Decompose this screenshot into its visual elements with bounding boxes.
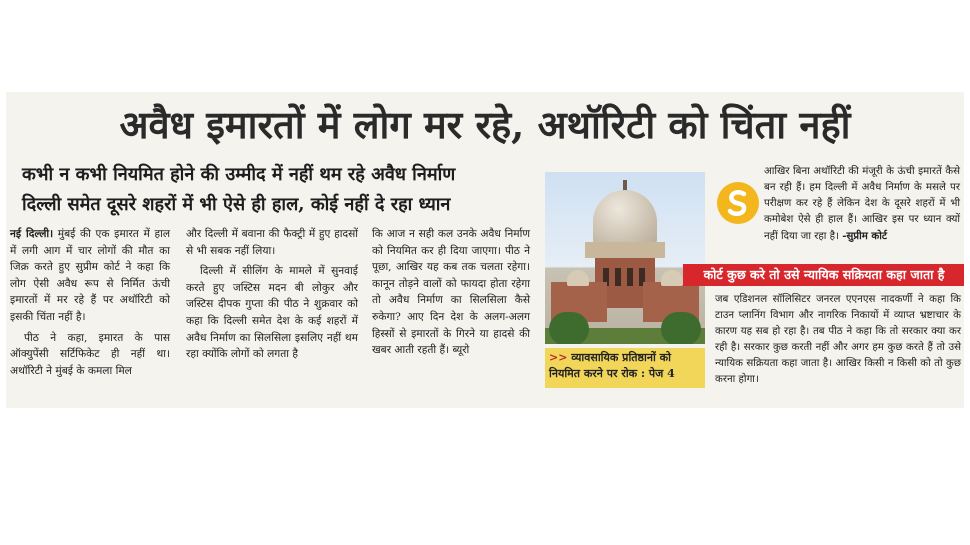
column-2-paragraph-1: और दिल्ली में बवाना की फैक्ट्री में हुए हादसों से भी सबक नहीं लिया। bbox=[186, 228, 358, 257]
dateline: नई दिल्ली। bbox=[10, 228, 54, 240]
column-2-paragraph-2: दिल्ली में सीलिंग के मामले में सुनवाई करते हुए जस्टिस मदन बी लोकुर और जस्टिस दीपक गुप्ता की पीठ ने शुक्रवार को कहा कि दिल्ली समेत देश के कई शहरों में अवैध निर्माण का सिलसिला इसलिए नहीं थम रहा क्योंकि लोगों को लगता है bbox=[186, 265, 358, 361]
subheadline-line-2: दिल्ली समेत दूसरे शहरों में भी ऐसे ही हाल, कोई नहीं दे रहा ध्यान bbox=[22, 194, 451, 215]
byline: ब्यूरो bbox=[452, 344, 470, 357]
quote-attribution: -सुप्रीम कोर्ट bbox=[842, 230, 887, 242]
headline: अवैध इमारतों में लोग मर रहे, अथॉरिटी को चिंता नहीं bbox=[119, 102, 851, 147]
quote-text: आखिर बिना अथॉरिटी की मंजूरी के ऊंची इमारतें कैसे बन रही हैं। हम दिल्ली में अवैध निर्माण के मसले पर परीक्षण कर रहे हैं लेकिन देश के दूसरे शहरों में भी कमोबेश ऐसे ही हाल हैं। आखिर इस पर ध्यान क्यों नहीं दिया जा रहा है। bbox=[764, 166, 960, 242]
article-column-1 bbox=[10, 226, 170, 379]
column-1-paragraph-2: पीठ ने कहा, इमारत के पास ऑक्युपेंसी सर्टिफिकेट ही नहीं था। अथॉरिटी ने मुंबई के कमला मिल bbox=[10, 331, 170, 377]
red-banner-heading: कोर्ट कुछ करे तो उसे न्यायिक सक्रियता कहा जाता है bbox=[683, 264, 964, 286]
quote-logo-icon bbox=[717, 182, 759, 224]
column-1-paragraph-1: मुंबई की एक इमारत में हाल में लगी आग में चार लोगों की मौत का जिक्र करते हुए सुप्रीम कोर्ट ने कहा कि लोग ऐसी अवैध रूप से निर्मित ऊंची इमारतों में मर रहे हैं पर अथॉरिटी को इसकी चिंता नहीं है। bbox=[10, 228, 171, 323]
article-column-2 bbox=[186, 226, 358, 363]
court-quote bbox=[764, 164, 960, 245]
subheadline-line-1: कभी न कभी नियमित होने की उम्मीद में नहीं थम रहे अवैध निर्माण bbox=[22, 164, 456, 185]
photo-caption bbox=[545, 348, 705, 388]
right-column-body: जब एडिशनल सॉलिसिटर जनरल एएनएस नादकर्णी ने कहा कि टाउन प्लानिंग विभाग और नागरिक निकायों में व्याप्त भ्रष्टाचार के कारण यह सब हो रहा है। तब पीठ ने कहा कि तो सरकार क्या कर रही है। सरकार कुछ करती नहीं और अगर हम कुछ करते हैं तो उसे न्यायिक सक्रियता कहा जाता है। आखिर किसी न किसी को तो कुछ करना होगा। bbox=[715, 294, 961, 385]
photo-caption-text: व्यावसायिक प्रतिष्ठानों को नियमित करने पर रोक : पेज 4 bbox=[549, 351, 675, 380]
arrow-icon: >> bbox=[549, 351, 568, 364]
column-3-paragraph-1: कि आज न सही कल उनके अवैध निर्माण को नियमित कर ही दिया जाएगा। पीठ ने पूछा, आखिर यह कब तक चलता रहेगा। कानून तोड़ने वालों को फायदा होता रहेगा तो अवैध निर्माण का सिलसिला कैसे रुकेगा? आए दिन देश के अलग-अलग हिस्सों से इमारतों के गिरने या हादसे की खबर आती रहती हैं। bbox=[372, 228, 530, 357]
supreme-court-photo bbox=[545, 172, 705, 344]
newspaper-clipping bbox=[6, 92, 964, 408]
article-column-3 bbox=[372, 226, 530, 359]
